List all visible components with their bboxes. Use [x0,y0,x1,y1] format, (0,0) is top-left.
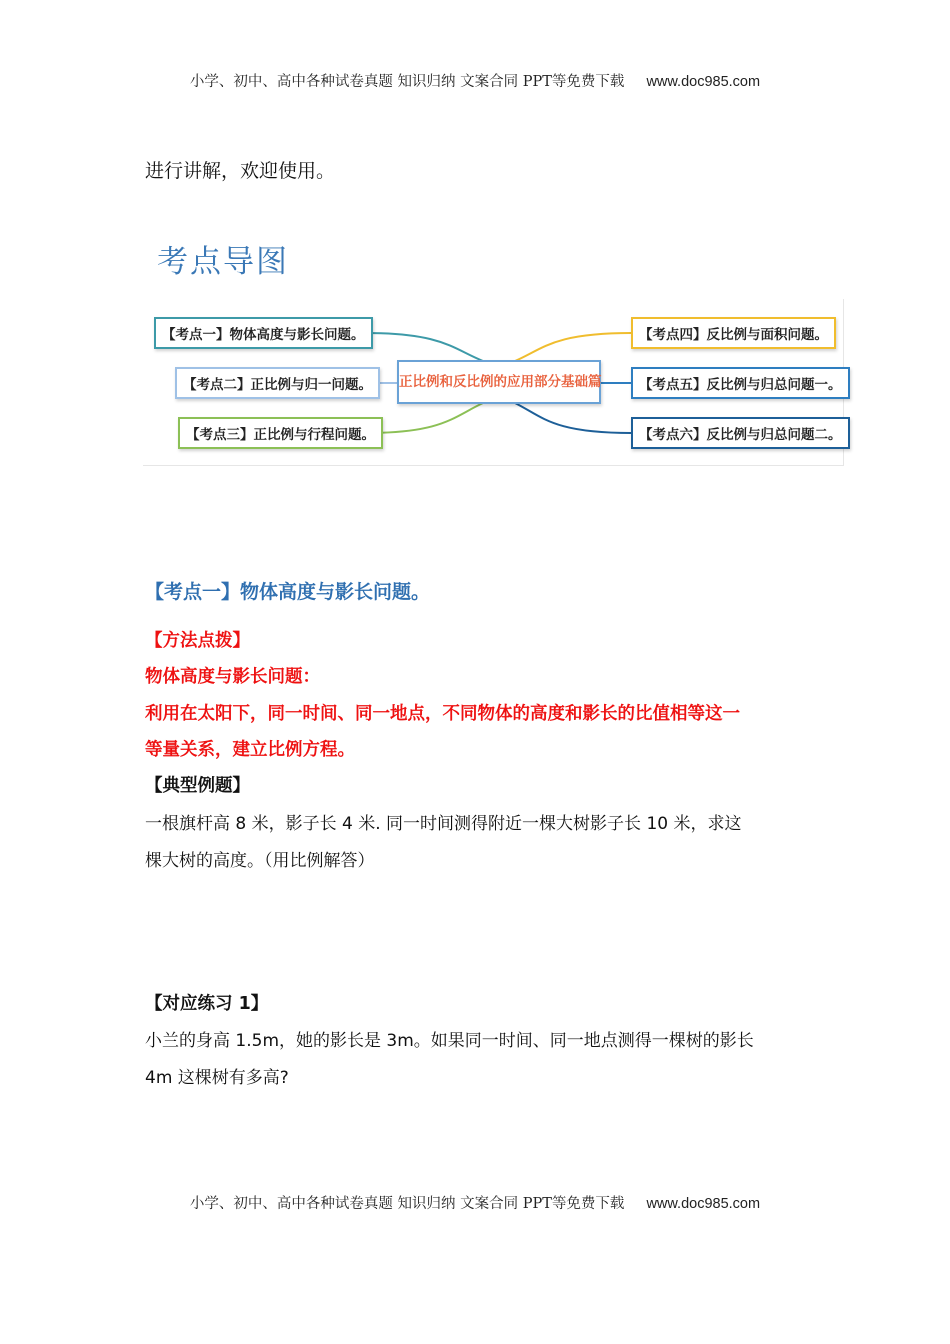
page-footer [0,1192,950,1213]
intro-text: 进行讲解，欢迎使用。 [145,160,336,182]
practice-heading: 【对应练习 1】 [145,994,269,1014]
mindmap-title: 考点导图 [157,244,289,280]
method-line-1: 利用在太阳下，同一时间、同一地点，不同物体的高度和影长的比值相等这一 [145,704,740,724]
example-line-2: 棵大树的高度。（用比例解答） [145,851,375,871]
mindmap-node-kaodian-6: 【考点六】反比例与归总问题二。 [631,417,850,449]
mindmap-node-kaodian-2: 【考点二】正比例与归一问题。 [175,367,380,399]
footer-site[interactable]: www.doc985.com [646,1196,761,1212]
method-subheading: 物体高度与影长问题： [145,667,320,687]
connector-right-3 [515,403,631,433]
mindmap-node-kaodian-5: 【考点五】反比例与归总问题一。 [631,367,850,399]
mindmap-node-kaodian-3: 【考点三】正比例与行程问题。 [178,417,383,449]
header-site[interactable]: www.doc985.com [646,74,761,90]
footer-text: 小学、初中、高中各种试卷真题 知识归纳 文案合同 PPT等免费下载 [189,1196,625,1212]
mindmap-center-node: 正比例和反比例的应用部分基础篇 [397,360,601,404]
page-header [0,70,950,91]
mindmap-node-kaodian-4: 【考点四】反比例与面积问题。 [631,317,836,349]
mindmap [143,299,844,466]
practice-line-2: 4m 这棵树有多高? [145,1068,289,1088]
header-text: 小学、初中、高中各种试卷真题 知识归纳 文案合同 PPT等免费下载 [189,74,625,90]
example-heading: 【典型例题】 [145,776,250,796]
example-line-1: 一根旗杆高 8 米，影子长 4 米. 同一时间测得附近一棵大树影子长 10 米，求这 [145,814,742,834]
mindmap-node-kaodian-1: 【考点一】物体高度与影长问题。 [154,317,373,349]
connector-left-1 [365,333,483,361]
connector-right-1 [515,333,631,361]
section-title: 【考点一】物体高度与影长问题。 [145,581,431,603]
method-heading: 【方法点拨】 [145,631,250,651]
practice-line-1: 小兰的身高 1.5m，她的影长是 3m。如果同一时间、同一地点测得一棵树的影长 [145,1031,754,1051]
method-line-2: 等量关系，建立比例方程。 [145,740,355,760]
